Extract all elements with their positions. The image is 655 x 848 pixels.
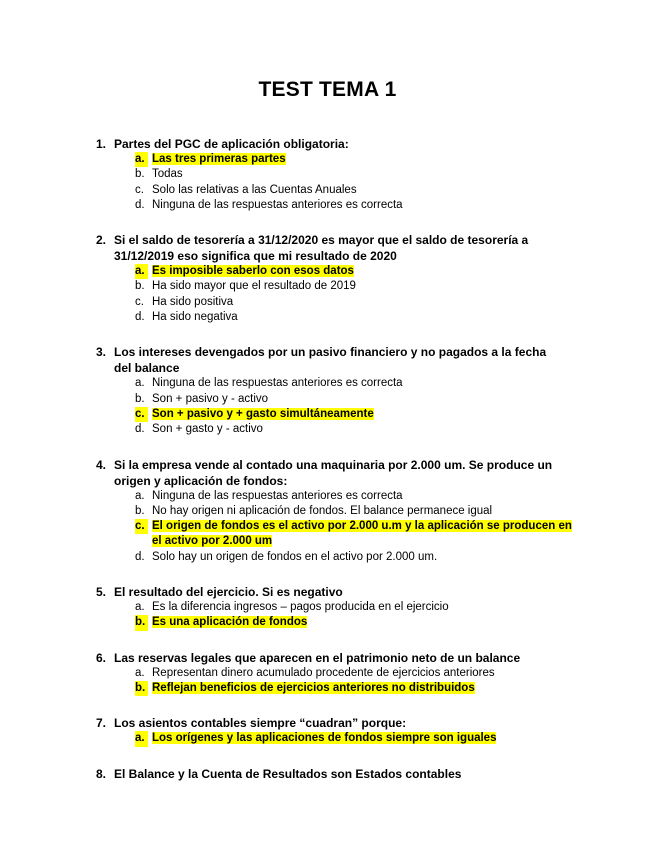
page-title: TEST TEMA 1 xyxy=(258,78,397,101)
question-6 xyxy=(0,650,655,697)
correct-answer-option xyxy=(0,731,572,746)
option-letter: b. xyxy=(135,392,145,405)
option-text: Solo las relativas a las Cuentas Anuales xyxy=(152,183,357,196)
highlighted-answer-text: Reflejan beneficios de ejercicios anteriores no distribuidos xyxy=(152,681,475,694)
question-number: 6. xyxy=(96,650,107,665)
highlighted-answer-text: Los orígenes y las aplicaciones de fondos siempre son iguales xyxy=(152,732,497,745)
option-letter: c. xyxy=(135,407,148,422)
question-7 xyxy=(0,715,655,746)
answer-option xyxy=(0,489,572,504)
question-number: 5. xyxy=(96,585,107,600)
question-4 xyxy=(0,457,655,565)
answer-option xyxy=(0,167,572,182)
option-letter: a. xyxy=(135,666,145,679)
option-letter: a. xyxy=(135,377,145,390)
answer-option xyxy=(0,550,572,565)
option-text: Es la diferencia ingresos – pagos producida en el ejercicio xyxy=(152,601,449,614)
question-text xyxy=(0,344,554,376)
answer-option xyxy=(0,504,572,519)
highlighted-answer-text: Es una aplicación de fondos xyxy=(152,616,308,629)
question-label: Las reservas legales que aparecen en el patrimonio neto de un balance xyxy=(114,650,521,665)
correct-answer-option xyxy=(0,407,572,422)
option-letter: c. xyxy=(135,183,144,196)
option-list xyxy=(0,666,655,697)
question-label: Los intereses devengados por un pasivo financiero y no pagados a la fecha del balance xyxy=(114,345,547,376)
question-text xyxy=(0,136,554,152)
option-letter: c. xyxy=(135,295,144,308)
answer-option xyxy=(0,183,572,198)
question-number: 4. xyxy=(96,457,107,472)
option-letter: a. xyxy=(135,731,148,746)
question-number: 3. xyxy=(96,345,107,360)
answer-option xyxy=(0,422,572,437)
option-letter: a. xyxy=(135,489,145,502)
option-text: No hay origen ni aplicación de fondos. El balance permanece igual xyxy=(152,504,493,517)
question-text xyxy=(0,584,554,600)
option-letter: a. xyxy=(135,601,145,614)
question-number: 1. xyxy=(96,137,107,151)
option-list xyxy=(0,731,655,746)
highlighted-answer-text: El origen de fondos es el activo por 2.000 u.m y la aplicación se producen en el activo por 2.000 um xyxy=(152,520,572,548)
option-letter: d. xyxy=(135,311,145,324)
option-letter: b. xyxy=(135,681,148,696)
option-list xyxy=(0,600,655,631)
answer-option xyxy=(0,310,572,325)
question-label: Partes del PGC de aplicación obligatoria: xyxy=(114,137,349,151)
correct-answer-option xyxy=(0,681,572,696)
option-letter: b. xyxy=(135,280,145,293)
answer-option xyxy=(0,198,572,213)
option-list xyxy=(0,489,655,565)
option-letter: b. xyxy=(135,615,148,630)
option-letter: c. xyxy=(135,519,148,534)
question-text xyxy=(0,715,554,731)
question-number: 8. xyxy=(96,766,107,781)
question-text xyxy=(0,766,554,782)
question-text xyxy=(0,650,554,666)
question-label: El resultado del ejercicio. Si es negativo xyxy=(114,585,343,600)
question-label: El Balance y la Cuenta de Resultados son Estados contables xyxy=(114,766,462,781)
correct-answer-option xyxy=(0,519,572,550)
question-2 xyxy=(0,232,655,325)
highlighted-answer-text: Las tres primeras partes xyxy=(152,153,286,165)
highlighted-answer-text: Es imposible saberlo con esos datos xyxy=(152,265,354,278)
option-letter: d. xyxy=(135,550,145,563)
option-text: Son + gasto y - activo xyxy=(152,423,263,436)
option-text: Ha sido mayor que el resultado de 2019 xyxy=(152,280,356,293)
highlighted-answer-text: Son + pasivo y + gasto simultáneamente xyxy=(152,407,374,420)
answer-option xyxy=(0,392,572,407)
answer-option xyxy=(0,376,572,391)
option-text: Solo hay un origen de fondos en el activo por 2.000 um. xyxy=(152,550,438,563)
question-1 xyxy=(0,136,655,213)
option-text: Ninguna de las respuestas anteriores es correcta xyxy=(152,377,403,390)
option-text: Ha sido positiva xyxy=(152,295,234,308)
option-letter: a. xyxy=(135,264,148,279)
question-number: 7. xyxy=(96,716,107,731)
option-letter: d. xyxy=(135,423,145,436)
option-list xyxy=(0,264,655,325)
option-letter: d. xyxy=(135,198,145,211)
option-letter: a. xyxy=(135,152,148,167)
question-label: Los asientos contables siempre “cuadran” porque: xyxy=(114,716,407,731)
question-text xyxy=(0,232,554,264)
option-letter: b. xyxy=(135,168,145,181)
question-label: Si la empresa vende al contado una maquinaria por 2.000 um. Se produce un origen y aplicación de fondos: xyxy=(114,457,553,488)
answer-option xyxy=(0,666,572,681)
option-text: Ninguna de las respuestas anteriores es correcta xyxy=(152,489,403,502)
option-text: Ninguna de las respuestas anteriores es correcta xyxy=(152,198,403,211)
question-number: 2. xyxy=(96,233,107,248)
option-text: Son + pasivo y - activo xyxy=(152,392,269,405)
question-text xyxy=(0,457,554,489)
option-letter: b. xyxy=(135,504,145,517)
question-label: Si el saldo de tesorería a 31/12/2020 es mayor que el saldo de tesorería a 31/12/2019 eso significa que mi resultado de 2020 xyxy=(114,233,529,264)
option-list xyxy=(0,376,655,437)
answer-option xyxy=(0,279,572,294)
option-text: Representan dinero acumulado procedente de ejercicios anteriores xyxy=(152,666,495,679)
question-5 xyxy=(0,584,655,631)
option-text: Todas xyxy=(152,168,183,181)
question-list xyxy=(0,136,655,801)
question-3 xyxy=(0,344,655,437)
option-list xyxy=(0,152,655,213)
correct-answer-option xyxy=(0,152,572,167)
correct-answer-option xyxy=(0,264,572,279)
option-text: Ha sido negativa xyxy=(152,311,238,324)
answer-option xyxy=(0,600,572,615)
correct-answer-option xyxy=(0,615,572,630)
answer-option xyxy=(0,295,572,310)
question-8 xyxy=(0,766,655,782)
